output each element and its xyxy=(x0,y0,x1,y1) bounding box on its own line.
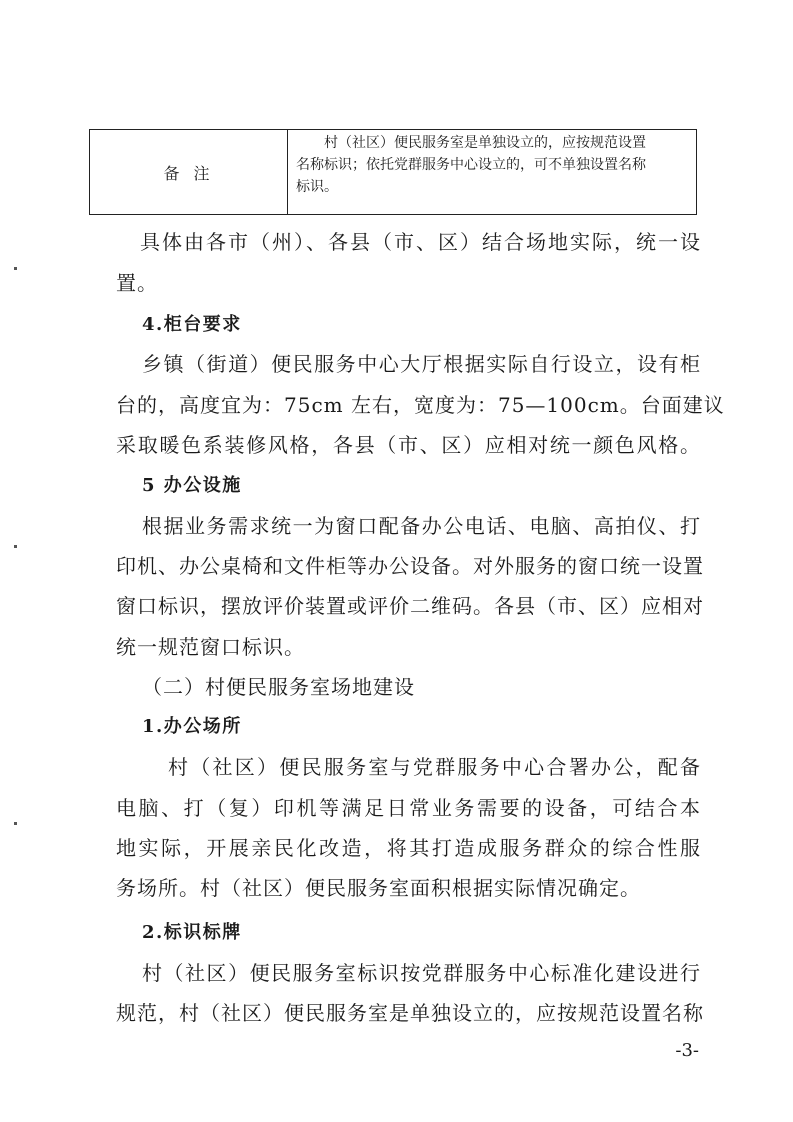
body-line: 务场所。村（社区）便民服务室面积根据实际情况确定。 xyxy=(116,876,641,900)
body-line: 地实际，开展亲民化改造，将其打造成服务群众的综合性服 xyxy=(116,836,701,860)
note-table xyxy=(89,129,697,215)
section-heading: 1.办公场所 xyxy=(142,716,242,737)
note-content-line: 名称标识；依托党群服务中心设立的，可不单独设置名称 xyxy=(296,157,646,173)
subsection-heading: （二）村便民服务室场地建设 xyxy=(142,675,415,699)
scan-mark xyxy=(14,267,17,270)
body-line: 置。 xyxy=(116,271,158,295)
scan-mark xyxy=(14,545,17,548)
body-line: 窗口标识，摆放评价装置或评价二维码。各县（市、区）应相对 xyxy=(116,594,704,618)
body-line: 台的，高度宜为：75cm 左右，宽度为：75—100cm。台面建议 xyxy=(116,393,725,417)
body-line: 电脑、打（复）印机等满足日常业务需要的设备，可结合本 xyxy=(116,796,701,820)
body-line: 采取暖色系装修风格，各县（市、区）应相对统一颜色风格。 xyxy=(116,433,701,457)
body-line: 根据业务需求统一为窗口配备办公电话、电脑、高拍仪、打 xyxy=(142,514,701,538)
section-heading: 4.柜台要求 xyxy=(142,314,242,335)
note-content-line: 村（社区）便民服务室是单独设立的，应按规范设置 xyxy=(324,135,646,151)
section-heading: 5 办公设施 xyxy=(142,475,242,496)
note-label-cell: 备注 xyxy=(90,130,288,214)
body-line: 统一规范窗口标识。 xyxy=(116,635,305,659)
body-line: 具体由各市（州）、各县（市、区）结合场地实际，统一设 xyxy=(140,230,701,254)
body-line: 村（社区）便民服务室与党群服务中心合署办公，配备 xyxy=(168,755,701,779)
scan-mark xyxy=(14,822,17,825)
body-line: 乡镇（街道）便民服务中心大厅根据实际自行设立，设有柜 xyxy=(142,352,701,376)
note-content-cell xyxy=(288,130,696,214)
page-number: -3- xyxy=(675,1040,699,1061)
note-content-line: 标识。 xyxy=(296,179,338,195)
section-heading: 2.标识标牌 xyxy=(142,922,242,943)
body-line: 村（社区）便民服务室标识按党群服务中心标准化建设进行 xyxy=(142,961,701,985)
body-line: 规范，村（社区）便民服务室是单独设立的，应按规范设置名称 xyxy=(116,1001,704,1025)
body-line: 印机、办公桌椅和文件柜等办公设备。对外服务的窗口统一设置 xyxy=(116,554,704,578)
